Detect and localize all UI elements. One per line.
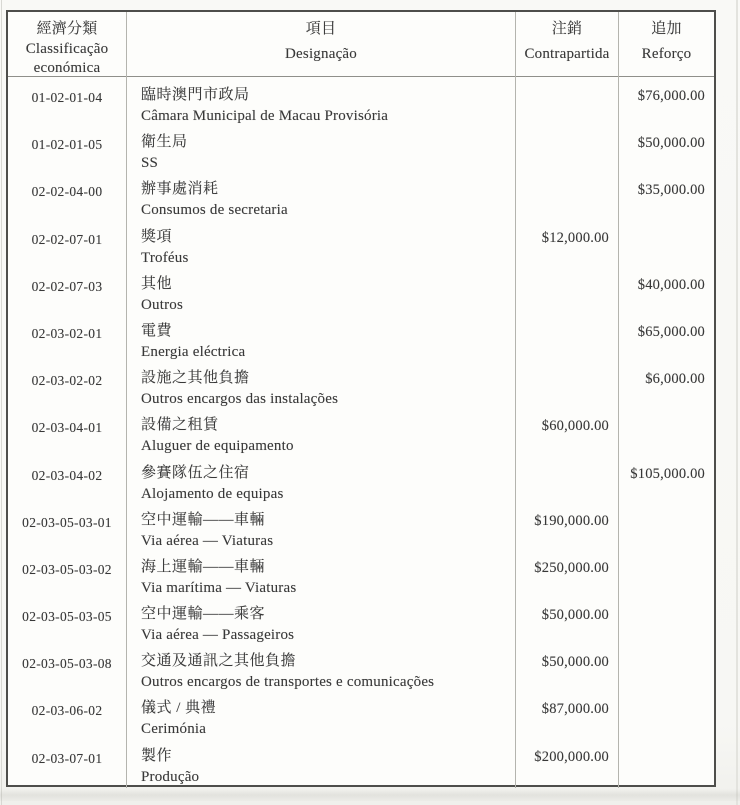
classification-code: 02-03-05-03-01	[8, 502, 127, 552]
header-reforco	[619, 12, 714, 77]
classification-code: 01-02-01-05	[8, 124, 127, 174]
scan-smudge-artifact	[0, 789, 740, 801]
header-contrapartida-zh: 注銷	[551, 21, 583, 37]
contrapartida-amount: $50,000.00	[516, 596, 619, 646]
contrapartida-amount	[516, 360, 619, 410]
table-row	[8, 596, 714, 643]
contrapartida-amount: $250,000.00	[516, 549, 619, 599]
designation-cell	[127, 313, 516, 363]
classification-code: 02-03-05-03-08	[8, 643, 127, 693]
reforco-amount: $6,000.00	[645, 371, 705, 388]
classification-code: 02-03-02-02	[8, 360, 127, 410]
table-row	[8, 360, 714, 407]
designation-pt: Via aérea — Viaturas	[141, 532, 274, 549]
designation-cell	[127, 266, 516, 316]
table-row	[8, 313, 714, 360]
table-row	[8, 502, 714, 549]
contrapartida-amount	[516, 171, 619, 221]
header-classification-pt-2: económica	[33, 60, 101, 76]
reforco-amount: $40,000.00	[637, 276, 705, 293]
contrapartida-amount: $190,000.00	[516, 502, 619, 552]
classification-code: 02-03-05-03-05	[8, 596, 127, 646]
contrapartida-amount: $200,000.00	[516, 738, 619, 788]
classification-code: 02-03-05-03-02	[8, 549, 127, 599]
designation-zh: 其他	[141, 275, 173, 292]
designation-cell	[127, 690, 516, 740]
classification-code: 02-02-07-01	[8, 219, 127, 269]
table-row	[8, 171, 714, 218]
table-row	[8, 738, 714, 785]
designation-cell	[127, 171, 516, 221]
reforco-amount: $65,000.00	[637, 323, 705, 340]
designation-zh: 辦事處消耗	[141, 181, 219, 198]
designation-pt: Consumos de secretaria	[141, 202, 288, 219]
designation-zh: 設備之租賃	[141, 417, 219, 434]
table-row	[8, 690, 714, 737]
table-row	[8, 549, 714, 596]
contrapartida-amount	[516, 455, 619, 505]
contrapartida-amount	[516, 77, 619, 127]
header-designation	[127, 12, 516, 77]
classification-code: 02-03-04-01	[8, 407, 127, 457]
contrapartida-amount: $60,000.00	[516, 407, 619, 457]
designation-zh: 空中運輸——車輛	[141, 511, 266, 528]
reforco-amount	[619, 643, 714, 693]
header-reforco-zh: 追加	[651, 21, 682, 37]
designation-pt: Produção	[141, 768, 200, 785]
designation-cell	[127, 738, 516, 788]
table-row	[8, 455, 714, 502]
contrapartida-amount	[516, 124, 619, 174]
table-body	[8, 77, 714, 785]
designation-zh: 交通及通訊之其他負擔	[141, 653, 297, 670]
reforco-amount	[619, 502, 714, 552]
designation-cell	[127, 502, 516, 552]
reforco-amount	[619, 596, 714, 646]
designation-pt: SS	[141, 155, 159, 172]
designation-zh: 設施之其他負擔	[141, 370, 250, 387]
designation-cell	[127, 643, 516, 693]
designation-cell	[127, 124, 516, 174]
designation-pt: Alojamento de equipas	[141, 485, 284, 502]
designation-pt: Outros	[141, 296, 184, 313]
designation-cell	[127, 455, 516, 505]
reforco-amount	[619, 549, 714, 599]
reforco-amount	[619, 738, 714, 788]
table-row	[8, 77, 714, 124]
reforco-amount	[619, 690, 714, 740]
designation-zh: 臨時澳門市政局	[141, 87, 250, 103]
designation-pt: Troféus	[141, 249, 189, 266]
designation-zh: 衛生局	[141, 134, 188, 151]
table-row	[8, 124, 714, 171]
table-row	[8, 643, 714, 690]
classification-code: 02-02-04-00	[8, 171, 127, 221]
budget-amendment-table	[6, 10, 716, 787]
designation-cell	[127, 549, 516, 599]
scan-edge-artifact-left	[1, 0, 2, 805]
designation-pt: Câmara Municipal de Macau Provisória	[141, 108, 389, 124]
header-contrapartida	[516, 12, 619, 77]
designation-zh: 海上運輸——車輛	[141, 558, 266, 575]
designation-zh: 參賽隊伍之住宿	[141, 464, 250, 481]
header-classification-zh: 經濟分類	[36, 21, 98, 37]
designation-zh: 獎項	[141, 228, 173, 245]
table-header-row	[8, 12, 714, 77]
header-classification-pt-1: Classificação	[25, 41, 109, 57]
designation-pt: Cerimónia	[141, 721, 207, 738]
designation-cell	[127, 77, 516, 127]
classification-code: 02-03-02-01	[8, 313, 127, 363]
classification-code: 02-03-04-02	[8, 455, 127, 505]
designation-zh: 空中運輸——乘客	[141, 606, 266, 623]
designation-pt: Outros encargos de transportes e comunicações	[141, 674, 435, 691]
reforco-amount: $105,000.00	[630, 465, 705, 482]
designation-pt: Via aérea — Passageiros	[141, 627, 295, 644]
table-row	[8, 266, 714, 313]
designation-cell	[127, 360, 516, 410]
designation-cell	[127, 407, 516, 457]
header-classification	[8, 12, 127, 77]
header-designation-zh: 項目	[305, 21, 337, 37]
classification-code: 02-03-06-02	[8, 690, 127, 740]
contrapartida-amount	[516, 313, 619, 363]
reforco-amount: $50,000.00	[637, 135, 705, 152]
classification-code: 02-03-07-01	[8, 738, 127, 788]
designation-pt: Aluguer de equipamento	[141, 438, 294, 455]
designation-zh: 電費	[141, 322, 173, 339]
table-row	[8, 407, 714, 454]
table-row	[8, 219, 714, 266]
header-designation-pt: Designação	[285, 46, 357, 62]
contrapartida-amount	[516, 266, 619, 316]
designation-zh: 儀式 / 典禮	[141, 700, 217, 717]
reforco-amount: $35,000.00	[637, 182, 705, 199]
designation-zh: 製作	[141, 747, 173, 764]
contrapartida-amount: $50,000.00	[516, 643, 619, 693]
reforco-amount	[619, 219, 714, 269]
contrapartida-amount: $12,000.00	[516, 219, 619, 269]
designation-cell	[127, 596, 516, 646]
header-contrapartida-pt: Contrapartida	[524, 46, 610, 62]
classification-code: 01-02-01-04	[8, 77, 127, 127]
reforco-amount: $76,000.00	[637, 88, 705, 104]
classification-code: 02-02-07-03	[8, 266, 127, 316]
designation-pt: Outros encargos das instalações	[141, 391, 339, 408]
designation-pt: Energia eléctrica	[141, 343, 246, 360]
contrapartida-amount: $87,000.00	[516, 690, 619, 740]
reforco-amount	[619, 407, 714, 457]
scan-edge-artifact-right	[736, 0, 738, 805]
designation-pt: Via marítima — Viaturas	[141, 579, 297, 596]
header-reforco-pt: Reforço	[641, 46, 692, 62]
designation-cell	[127, 219, 516, 269]
